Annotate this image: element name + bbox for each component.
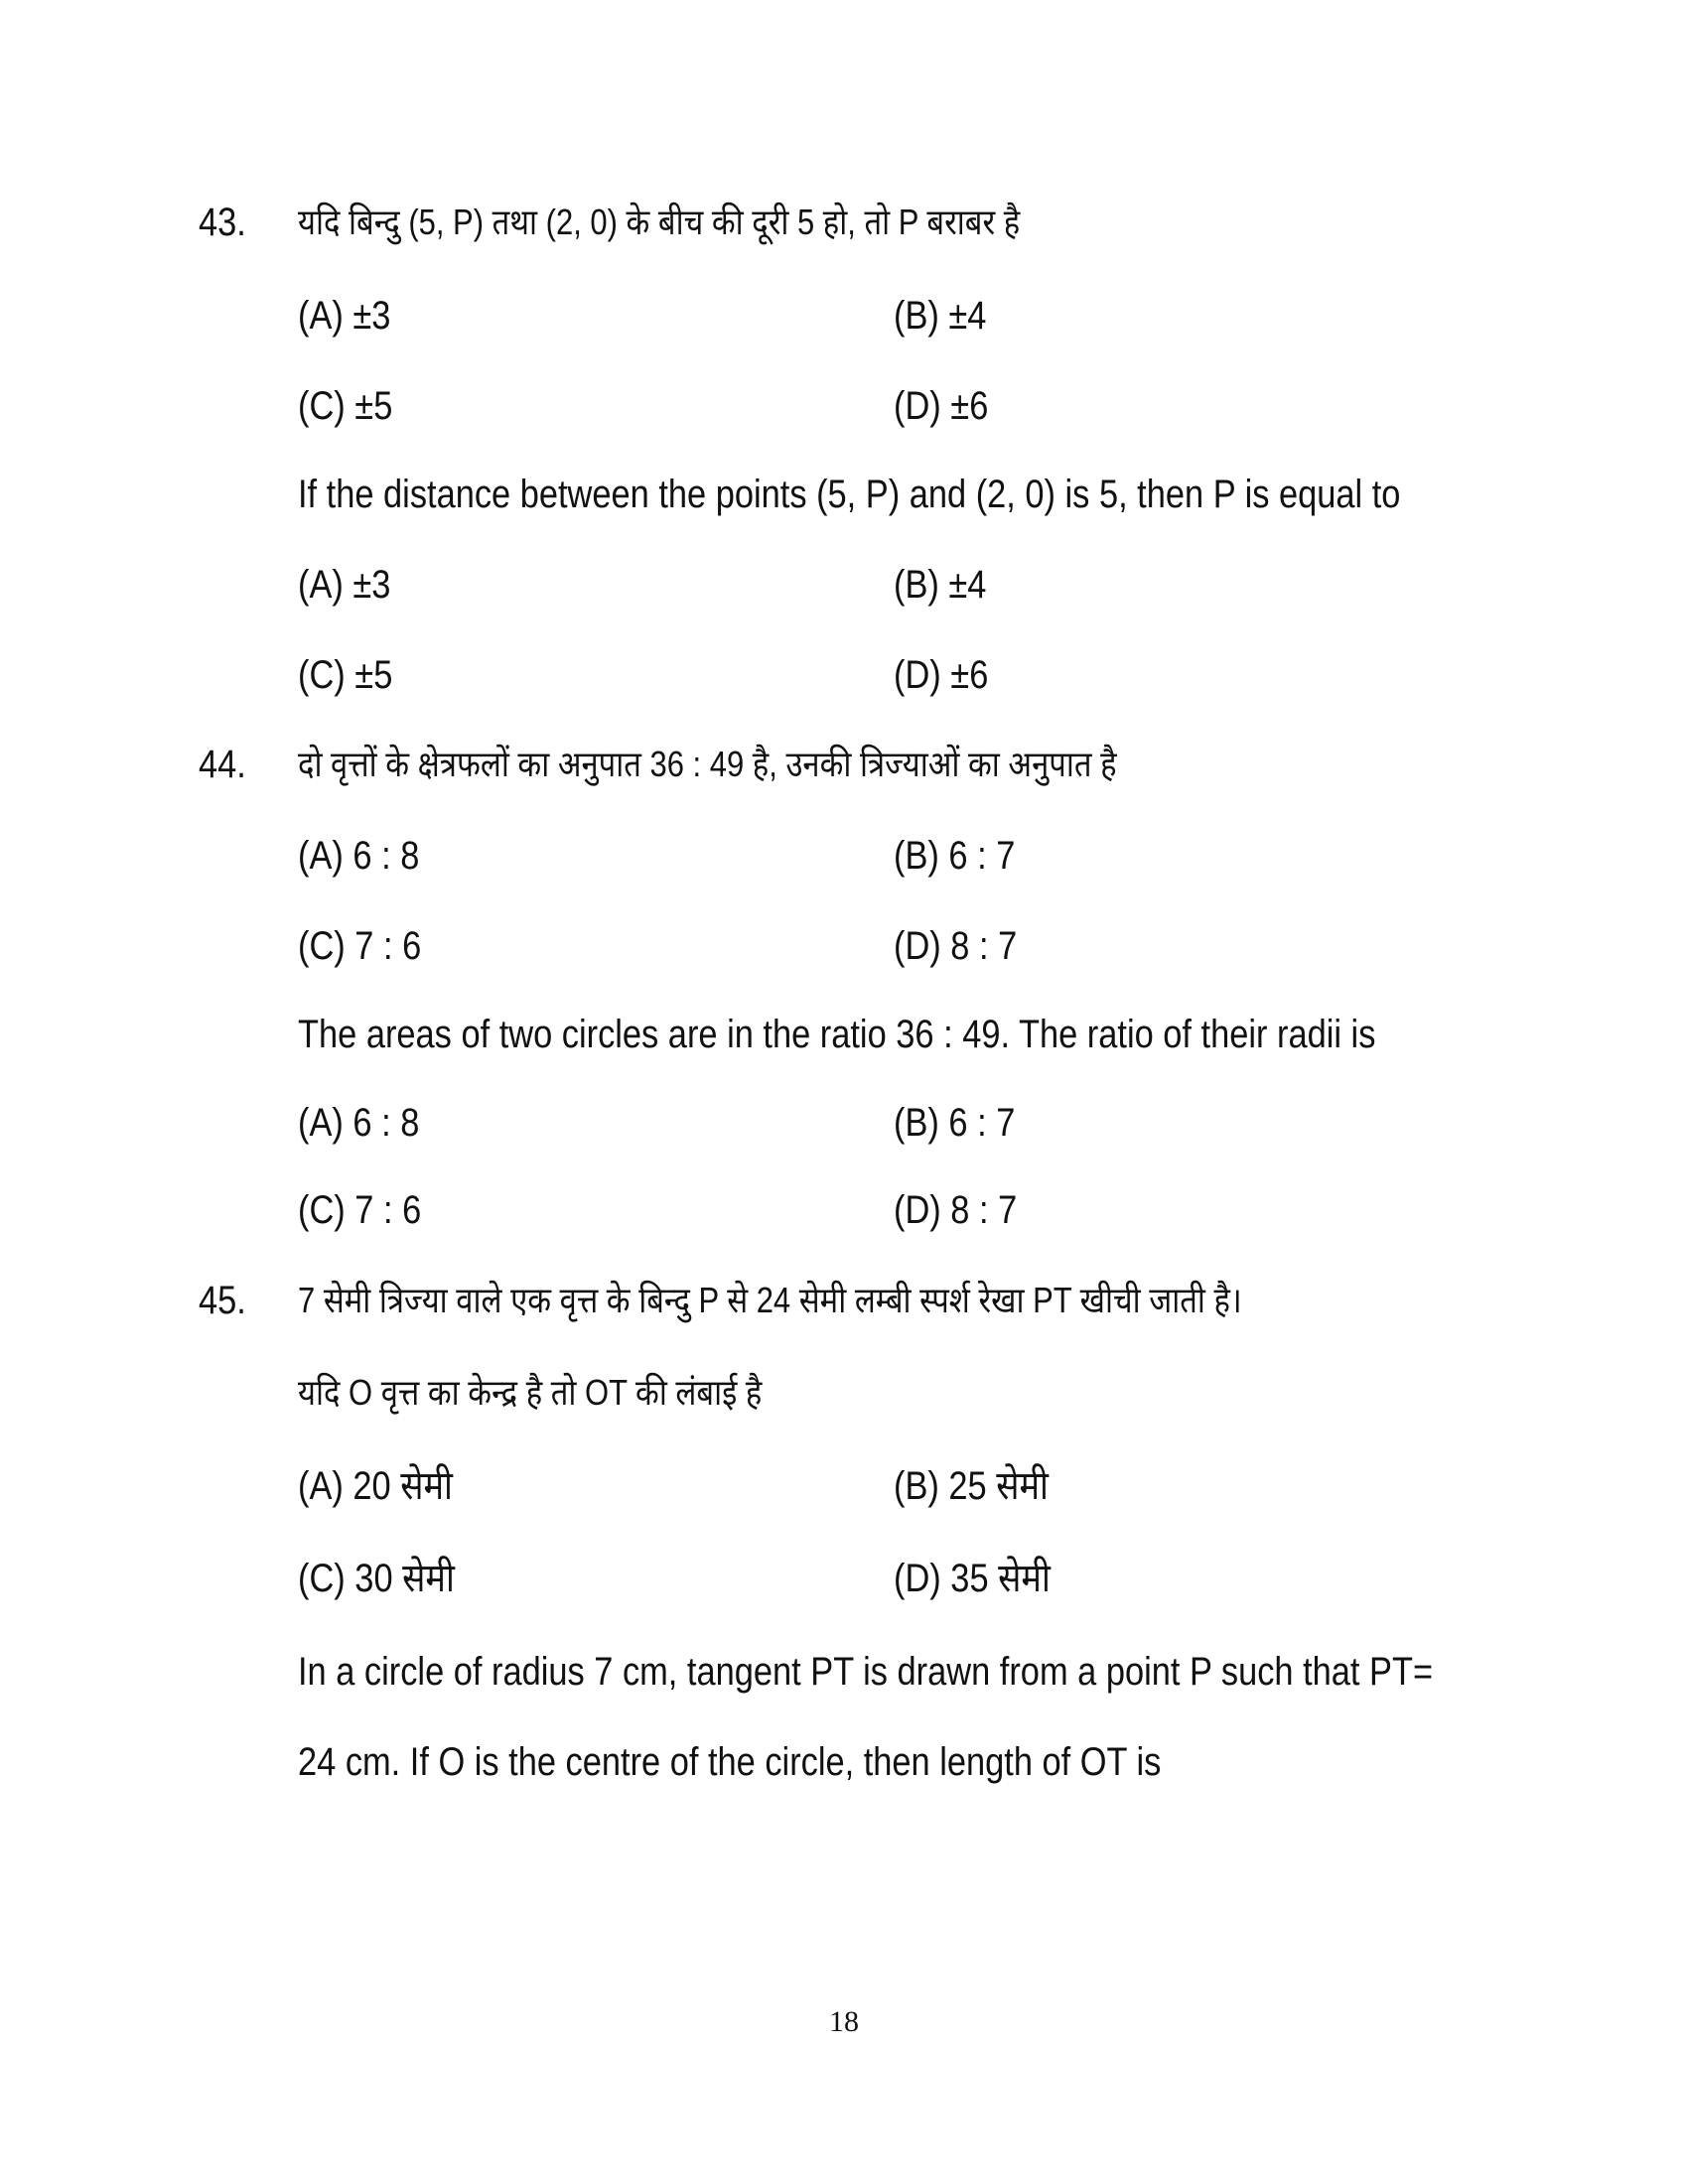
- option-a-hindi: (A) ±3: [298, 294, 391, 338]
- option-b-hindi: (B) 6 : 7: [894, 834, 1016, 878]
- option-a-hindi: (A) 6 : 8: [298, 834, 420, 878]
- option-c-english: (C) 7 : 6: [298, 1188, 422, 1232]
- question-stem-hindi: यदि बिन्दु (5, P) तथा (2, 0) के बीच की दूरी 5 हो, तो P बराबर है: [298, 202, 1021, 242]
- page-number: 18: [829, 2005, 859, 2038]
- option-d-english: (D) ±6: [894, 653, 989, 697]
- option-b-english: (B) 6 : 7: [894, 1101, 1016, 1145]
- question-stem-english-line-1: In a circle of radius 7 cm, tangent PT is drawn from a point P such that PT=: [298, 1650, 1434, 1694]
- option-a-english: (A) ±3: [298, 563, 391, 607]
- question-stem-hindi: दो वृत्तों के क्षेत्रफलों का अनुपात 36 : 49 है, उनकी त्रिज्याओं का अनुपात है: [298, 744, 1117, 784]
- question-stem-english-line-2: 24 cm. If O is the centre of the circle, then length of OT is: [298, 1740, 1162, 1784]
- option-d-hindi: (D) 35 सेमी: [894, 1557, 1051, 1600]
- option-a-english: (A) 6 : 8: [298, 1101, 420, 1145]
- question-number: 44.: [199, 743, 246, 786]
- question-number: 43.: [199, 201, 246, 244]
- question-stem-english: The areas of two circles are in the ratio 36 : 49. The ratio of their radii is: [298, 1013, 1376, 1056]
- option-b-hindi: (B) 25 सेमी: [894, 1464, 1049, 1508]
- option-d-hindi: (D) 8 : 7: [894, 924, 1018, 968]
- option-c-hindi: (C) ±5: [298, 384, 393, 428]
- question-stem-english: If the distance between the points (5, P) and (2, 0) is 5, then P is equal to: [298, 473, 1401, 516]
- option-d-hindi: (D) ±6: [894, 384, 989, 428]
- option-b-hindi: (B) ±4: [894, 294, 987, 338]
- option-d-english: (D) 8 : 7: [894, 1188, 1018, 1232]
- option-c-hindi: (C) 7 : 6: [298, 924, 422, 968]
- option-b-english: (B) ±4: [894, 563, 987, 607]
- question-stem-hindi-line-1: 7 सेमी त्रिज्या वाले एक वृत्त के बिन्दु P से 24 सेमी लम्बी स्पर्श रेखा PT खीची जाती है।: [298, 1280, 1242, 1320]
- option-c-english: (C) ±5: [298, 653, 393, 697]
- question-number: 45.: [199, 1279, 246, 1322]
- option-a-hindi: (A) 20 सेमी: [298, 1464, 453, 1508]
- option-c-hindi: (C) 30 सेमी: [298, 1557, 455, 1600]
- question-stem-hindi-line-2: यदि O वृत्त का केन्द्र है तो OT की लंबाई है: [298, 1372, 763, 1413]
